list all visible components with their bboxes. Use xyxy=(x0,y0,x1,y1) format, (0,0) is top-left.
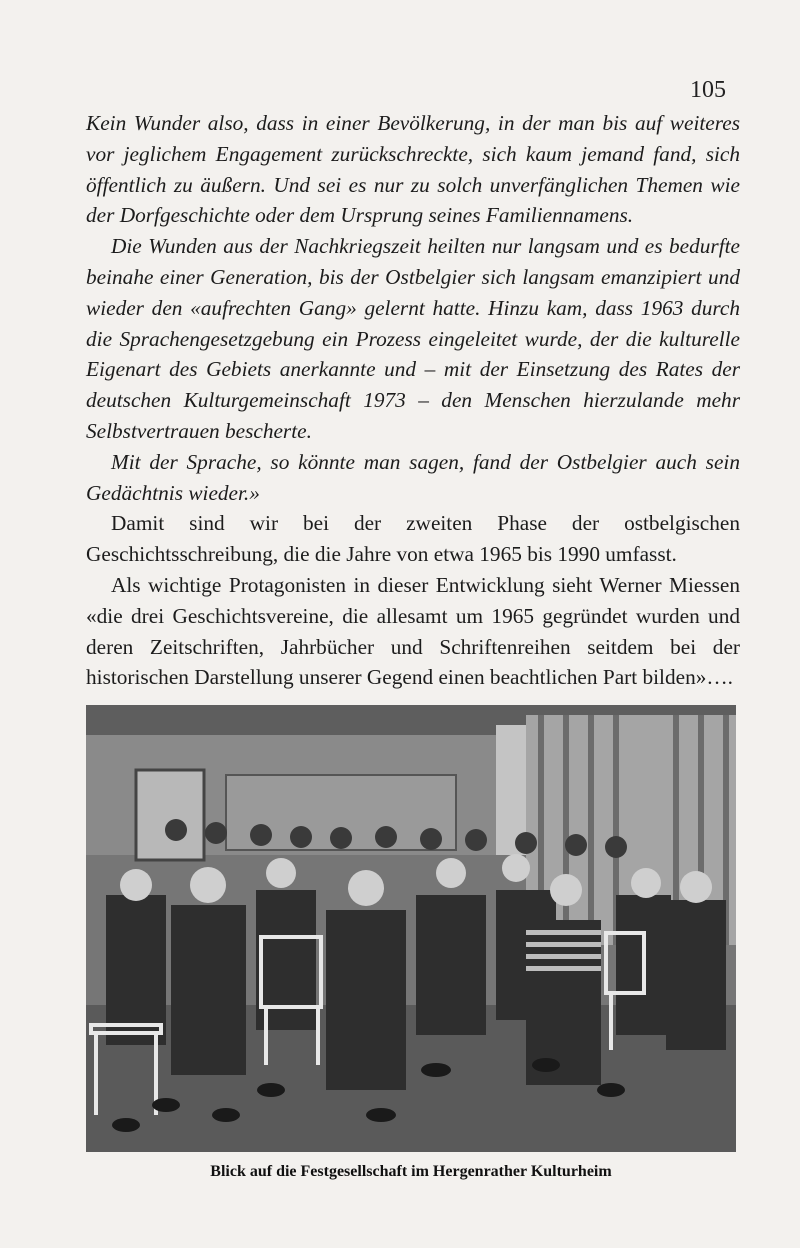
body-text xyxy=(86,108,740,693)
body-paragraph: Damit sind wir bei der zweiten Phase der ostbelgischen Geschichtsschreibung, die die Jahre von etwa 1965 bis 1990 umfasst. xyxy=(86,511,740,567)
quote-paragraph: Kein Wunder also, dass in einer Bevölkerung, in der man bis auf weiteres vor jeglichem Engagement zurückschreckte, sich kaum jemand fand, sich öffentlich zu äußern. Und sei es nur zu solch unverfänglichen Themen wie der Dorfgeschichte oder dem Ursprung seines Familiennamens. xyxy=(86,111,740,228)
audience-photo xyxy=(86,705,736,1152)
quote-paragraph: Mit der Sprache, so könnte man sagen, fand der Ostbelgier auch sein Gedächtnis wieder.» xyxy=(86,449,740,505)
photo-caption: Blick auf die Festgesellschaft im Hergenrather Kulturheim xyxy=(210,1163,612,1180)
quote-paragraph: Die Wunden aus der Nachkriegszeit heilten nur langsam und es bedurfte beinahe einer Generation, bis der Ostbelgier sich langsam emanzipiert und wieder den «aufrechten Gang» gelernt hatte. Hinzu kam, dass 1963 durch die Sprachengesetzgebung ein Prozess eingeleitet wurde, der die kulturelle Eigenart des Gebiets anerkannte und – mit der Einsetzung des Rates der deutschen Kulturgemeinschaft 1973 – den Menschen hierzulande mehr Selbstvertrauen bescherte. xyxy=(86,234,740,443)
body-paragraph: Als wichtige Protagonisten in dieser Entwicklung sieht Werner Miessen «die drei Geschichtsvereine, die allesamt um 1965 gegründet wurden und deren Zeitschriften, Jahrbücher und Schriftenreihen seitdem bei der historischen Darstellung unserer Gegend einen beachtlichen Part bilden»…. xyxy=(86,572,740,690)
page-number: 105 xyxy=(690,77,726,103)
